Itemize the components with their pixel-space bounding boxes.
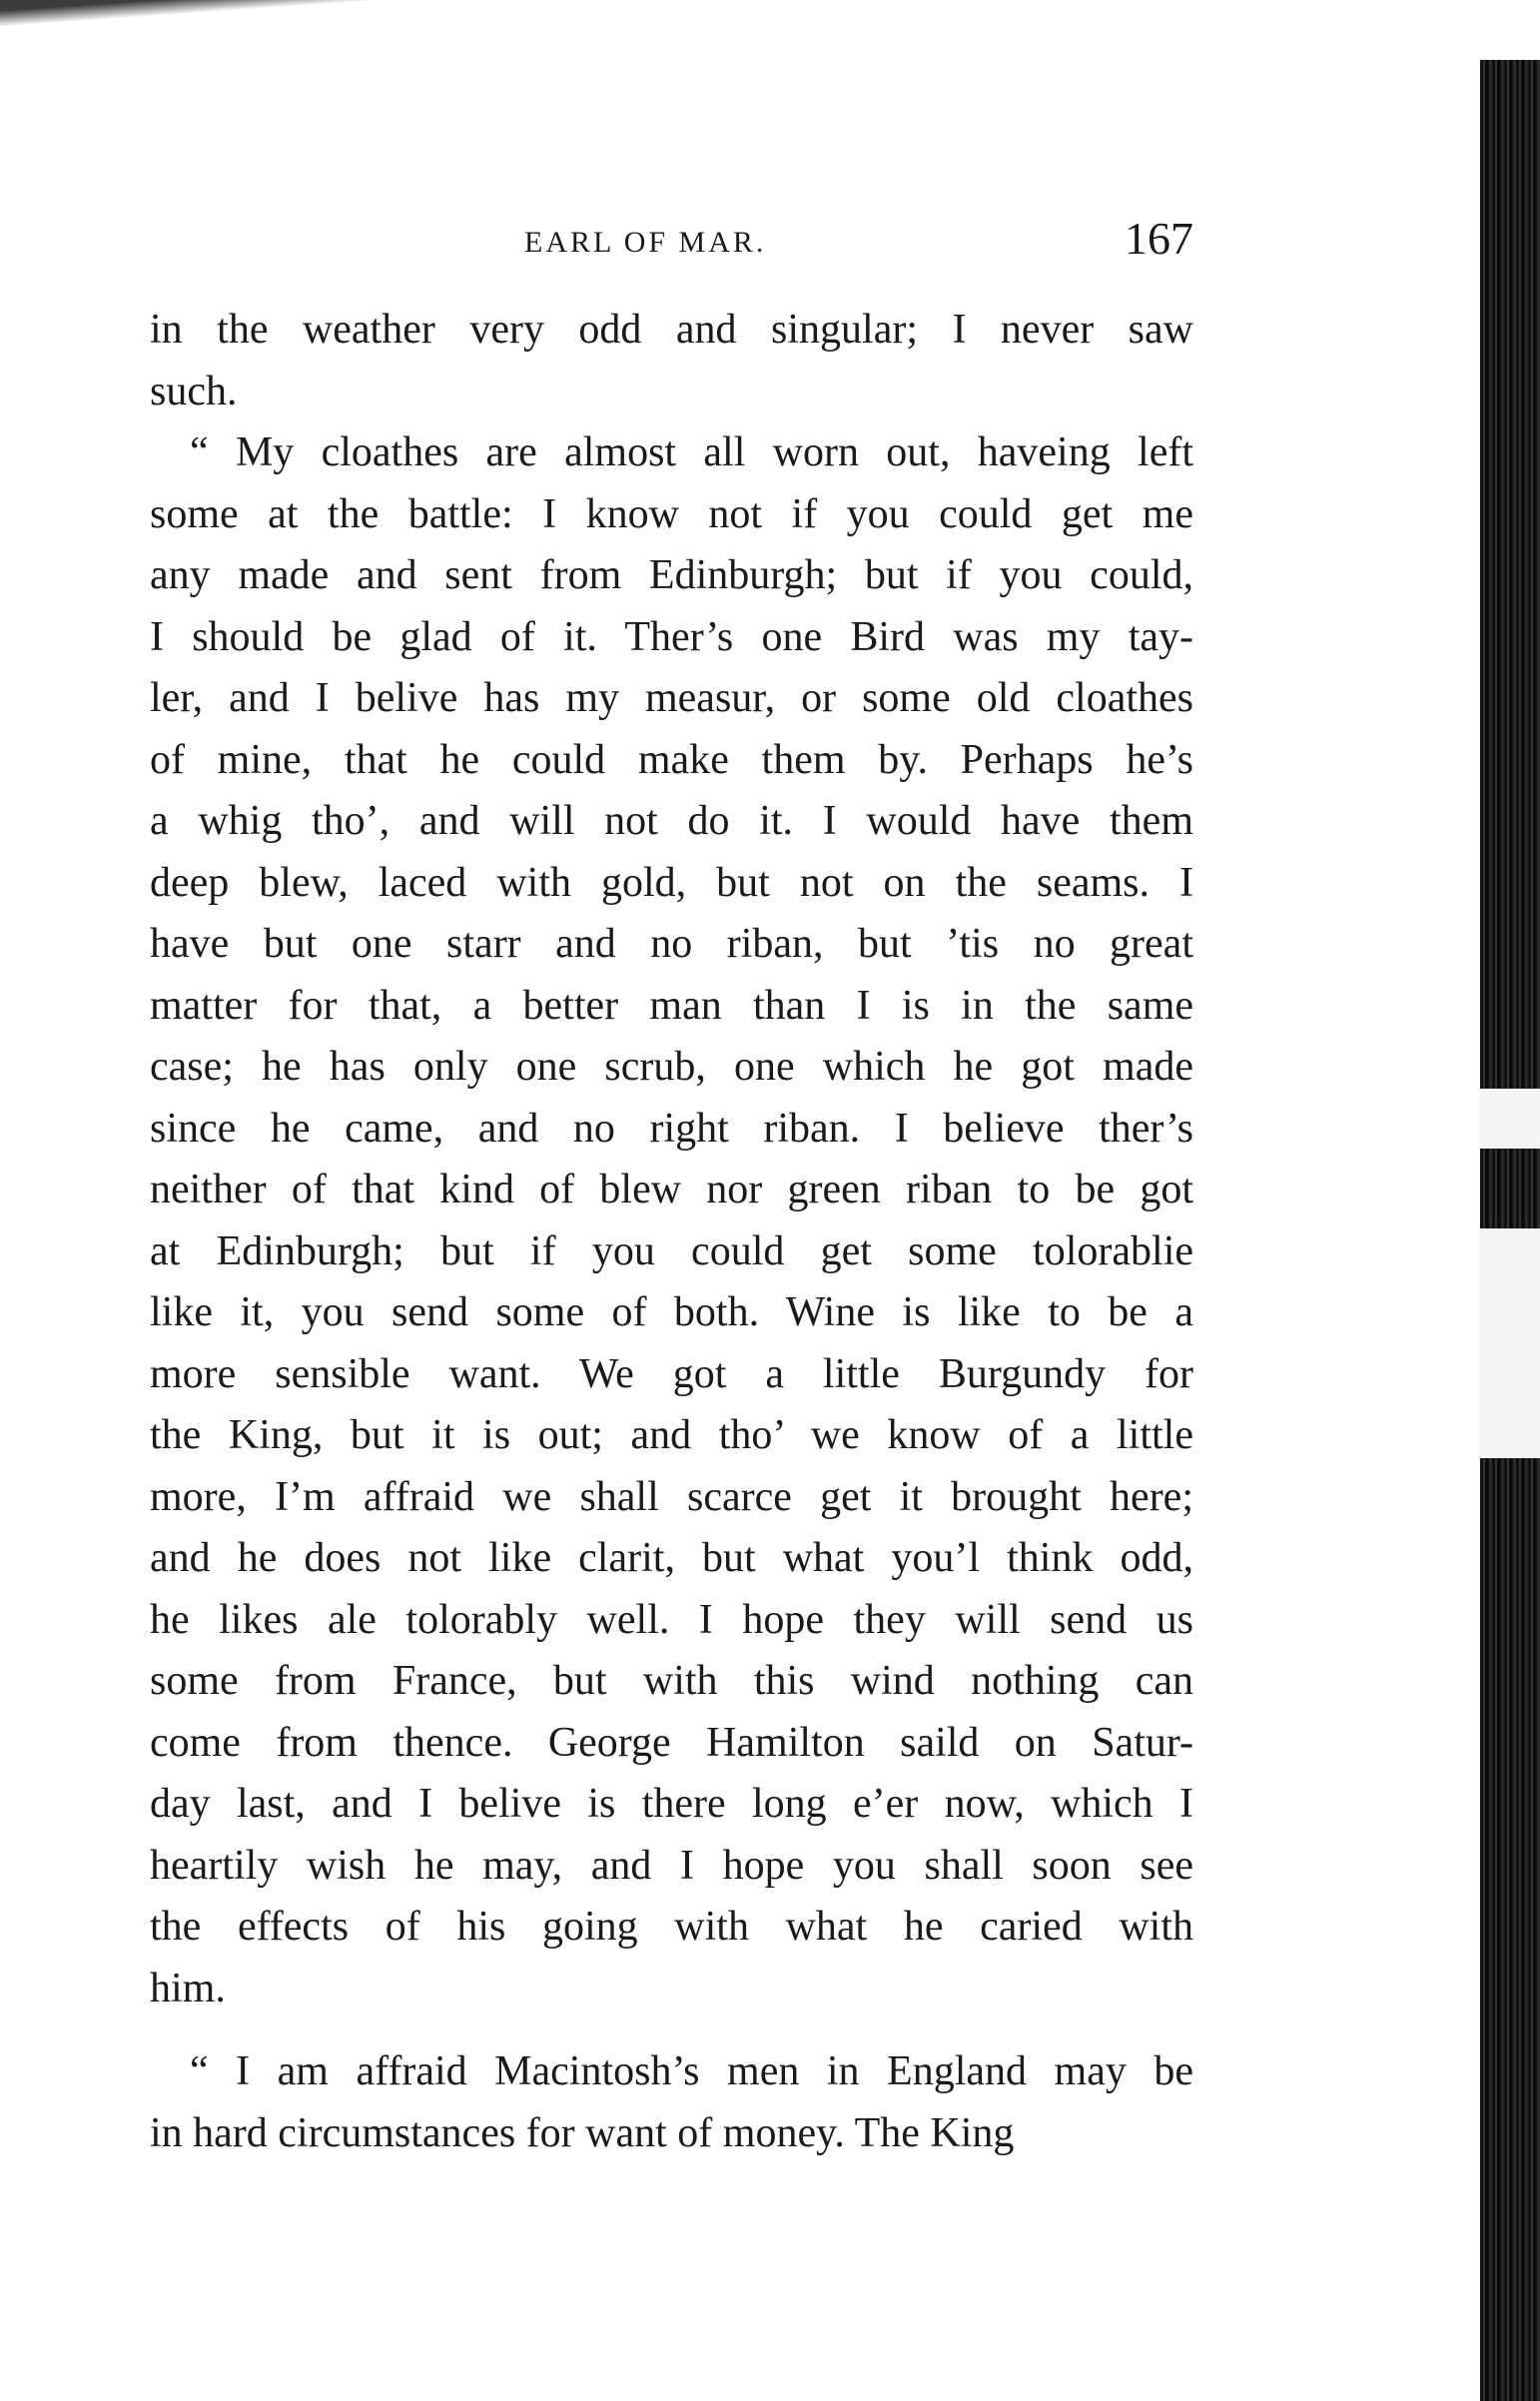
running-head: EARL OF MAR.: [524, 226, 767, 259]
text-line: at Edinburgh; but if you could get some tolorablie: [150, 1227, 1193, 1274]
paragraph: [150, 300, 1193, 422]
page-header: [150, 212, 1193, 272]
text-line: some from France, but with this wind nothing can: [150, 1658, 1193, 1704]
text-line: such.: [150, 368, 238, 414]
text-line: “ My cloathes are almost all worn out, haveing left: [190, 429, 1193, 475]
text-line: him.: [150, 1965, 226, 2011]
text-line: “ I am affraid Macintosh’s men in England may be: [190, 2048, 1193, 2094]
text-line: deep blew, laced with gold, but not on the seams. I: [150, 859, 1193, 906]
text-line: since he came, and no right riban. I believe ther’s: [150, 1105, 1193, 1152]
text-line: the King, but it is out; and tho’ we know of a little: [150, 1412, 1193, 1458]
text-line: neither of that kind of blew nor green riban to be got: [150, 1167, 1193, 1212]
text-line: in hard circumstances for want of money. The King: [150, 2109, 1015, 2156]
text-line: in the weather very odd and singular; I never saw: [150, 307, 1193, 353]
paragraph: [150, 2041, 1193, 2164]
text-line: the effects of his going with what he caried with: [150, 1904, 1193, 1950]
text-line: more sensible want. We got a little Burgundy for: [150, 1350, 1193, 1397]
text-line: and he does not like clarit, but what you’l think odd,: [150, 1535, 1193, 1581]
text-line: more, I’m affraid we shall scarce get it brought here;: [150, 1473, 1193, 1520]
scan-edge-shadow: [0, 0, 419, 60]
text-line: heartily wish he may, and I hope you shall soon see: [150, 1842, 1193, 1889]
text-line: any made and sent from Edinburgh; but if you could,: [150, 552, 1193, 598]
text-line: case; he has only one scrub, one which he got made: [150, 1044, 1193, 1090]
text-line: matter for that, a better man than I is in the same: [150, 982, 1193, 1029]
paragraph-gap: [150, 2019, 1193, 2041]
binding-gap: [1480, 1228, 1540, 1458]
text-line: he likes ale tolorably well. I hope they will send us: [150, 1596, 1193, 1643]
binding-gap: [1480, 1089, 1540, 1149]
text-line: day last, and I belive is there long e’er now, which I: [150, 1781, 1193, 1827]
paragraph: [150, 422, 1193, 2019]
text-line: a whig tho’, and will not do it. I would have them: [150, 798, 1193, 844]
text-line: come from thence. George Hamilton saild on Satur-: [150, 1719, 1193, 1766]
binding-shadow: [1480, 60, 1540, 2401]
text-line: I should be glad of it. Ther’s one Bird was my tay-: [150, 613, 1193, 660]
text-line: some at the battle: I know not if you could get me: [150, 490, 1193, 537]
body-text: [150, 300, 1193, 2164]
text-line: have but one starr and no riban, but ’tis no great: [150, 921, 1193, 967]
page-number: 167: [1125, 213, 1193, 264]
text-line: ler, and I belive has my measur, or some old cloathes: [150, 675, 1193, 721]
text-line: like it, you send some of both. Wine is like to be a: [150, 1289, 1193, 1335]
text-line: of mine, that he could make them by. Perhaps he’s: [150, 736, 1193, 783]
